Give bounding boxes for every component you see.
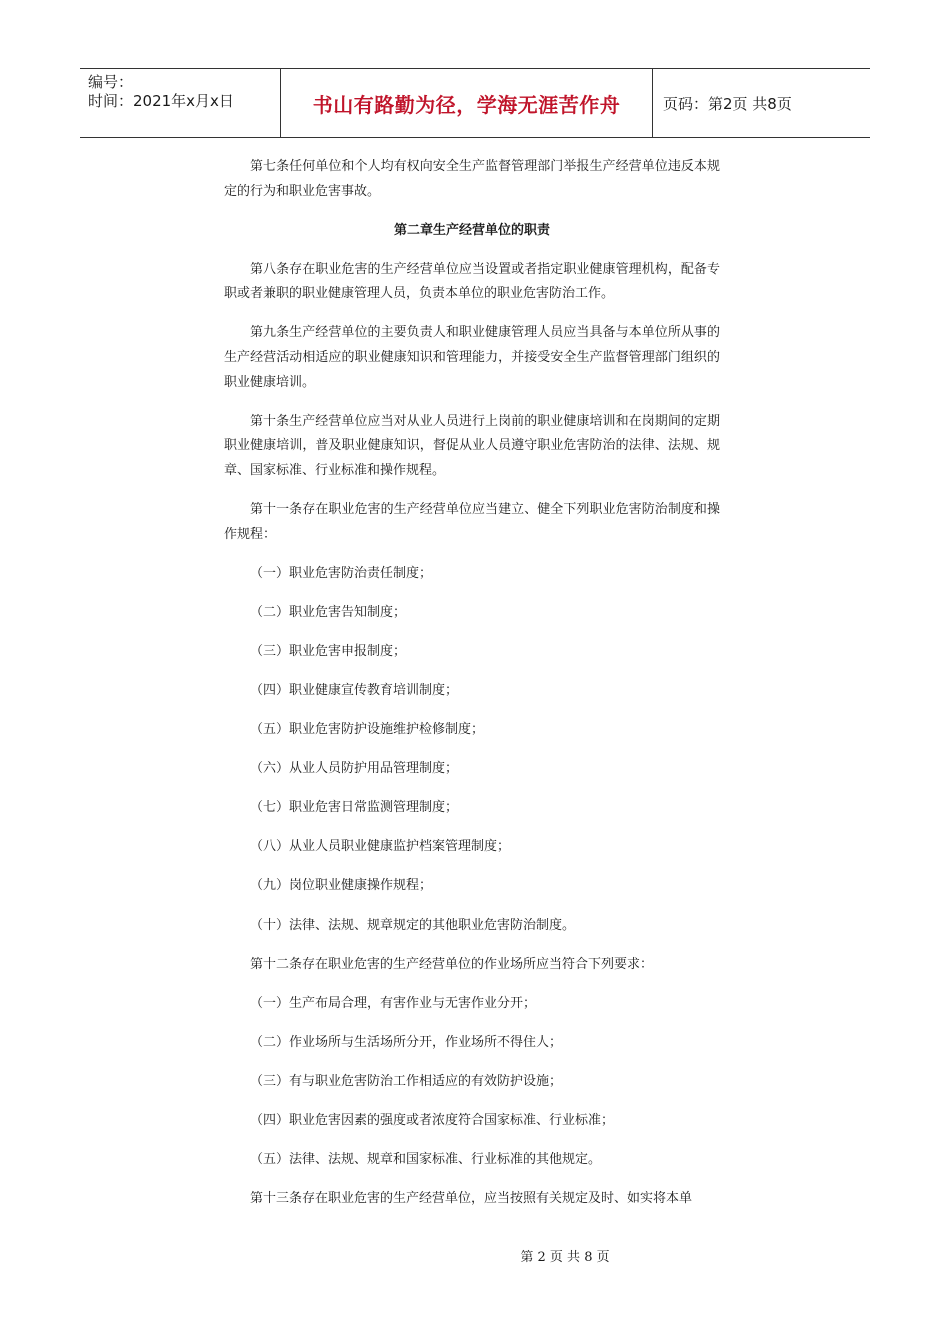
document-body <box>224 155 720 1226</box>
list-item: （二）职业危害告知制度； <box>250 604 407 620</box>
article-7: 第七条任何单位和个人均有权向安全生产监督管理部门举报生产经营单位违反本规定的行为和职业危害事故。 <box>224 159 720 199</box>
page-header <box>80 68 870 138</box>
article-9: 第九条生产经营单位的主要负责人和职业健康管理人员应当具备与本单位所从事的生产经营活动相适应的职业健康知识和管理能力，并接受安全生产监督管理部门组织的职业健康培训。 <box>224 325 720 390</box>
list-item: （五）法律、法规、规章和国家标准、行业标准的其他规定。 <box>250 1152 602 1168</box>
list-item: （一）生产布局合理，有害作业与无害作业分开； <box>250 995 537 1011</box>
document-time-label: 时间：2021年x月x日 <box>88 92 234 110</box>
list-item: （二）作业场所与生活场所分开，作业场所不得住人； <box>250 1034 563 1050</box>
list-item: （三）有与职业危害防治工作相适应的有效防护设施； <box>250 1073 563 1089</box>
page-footer: 第 2 页 共 8 页 <box>520 1250 610 1265</box>
list-item: （十）法律、法规、规章规定的其他职业危害防治制度。 <box>250 917 576 933</box>
list-item: （六）从业人员防护用品管理制度； <box>250 761 459 777</box>
document-number-label: 编号： <box>88 73 134 91</box>
article-10: 第十条生产经营单位应当对从业人员进行上岗前的职业健康培训和在岗期间的定期职业健康培训，普及职业健康知识，督促从业人员遵守职业危害防治的法律、法规、规章、国家标准、行业标准和操作规程。 <box>224 413 720 478</box>
header-meta <box>80 69 281 137</box>
list-item: （七）职业危害日常监测管理制度； <box>250 800 459 816</box>
header-page-label: 页码：第2页 共8页 <box>663 94 792 113</box>
list-item: （一）职业危害防治责任制度； <box>250 565 433 581</box>
list-item: （三）职业危害申报制度； <box>250 643 407 659</box>
article-12: 第十二条存在职业危害的生产经营单位的作业场所应当符合下列要求： <box>250 956 654 972</box>
article-11: 第十一条存在职业危害的生产经营单位应当建立、健全下列职业危害防治制度和操作规程： <box>224 502 720 542</box>
article-13: 第十三条存在职业危害的生产经营单位，应当按照有关规定及时、如实将本单 <box>250 1191 693 1207</box>
header-motto: 书山有路勤为径，学海无涯苦作舟 <box>281 69 653 137</box>
list-item: （九）岗位职业健康操作规程； <box>250 878 433 894</box>
list-item: （五）职业危害防护设施维护检修制度； <box>250 722 485 738</box>
article-8: 第八条存在职业危害的生产经营单位应当设置或者指定职业健康管理机构，配备专职或者兼职的职业健康管理人员，负责本单位的职业危害防治工作。 <box>224 261 720 302</box>
list-item: （八）从业人员职业健康监护档案管理制度； <box>250 839 511 855</box>
list-item: （四）职业危害因素的强度或者浓度符合国家标准、行业标准； <box>250 1113 615 1129</box>
chapter-title: 第二章生产经营单位的职责 <box>393 222 550 238</box>
list-item: （四）职业健康宣传教育培训制度； <box>250 683 459 698</box>
